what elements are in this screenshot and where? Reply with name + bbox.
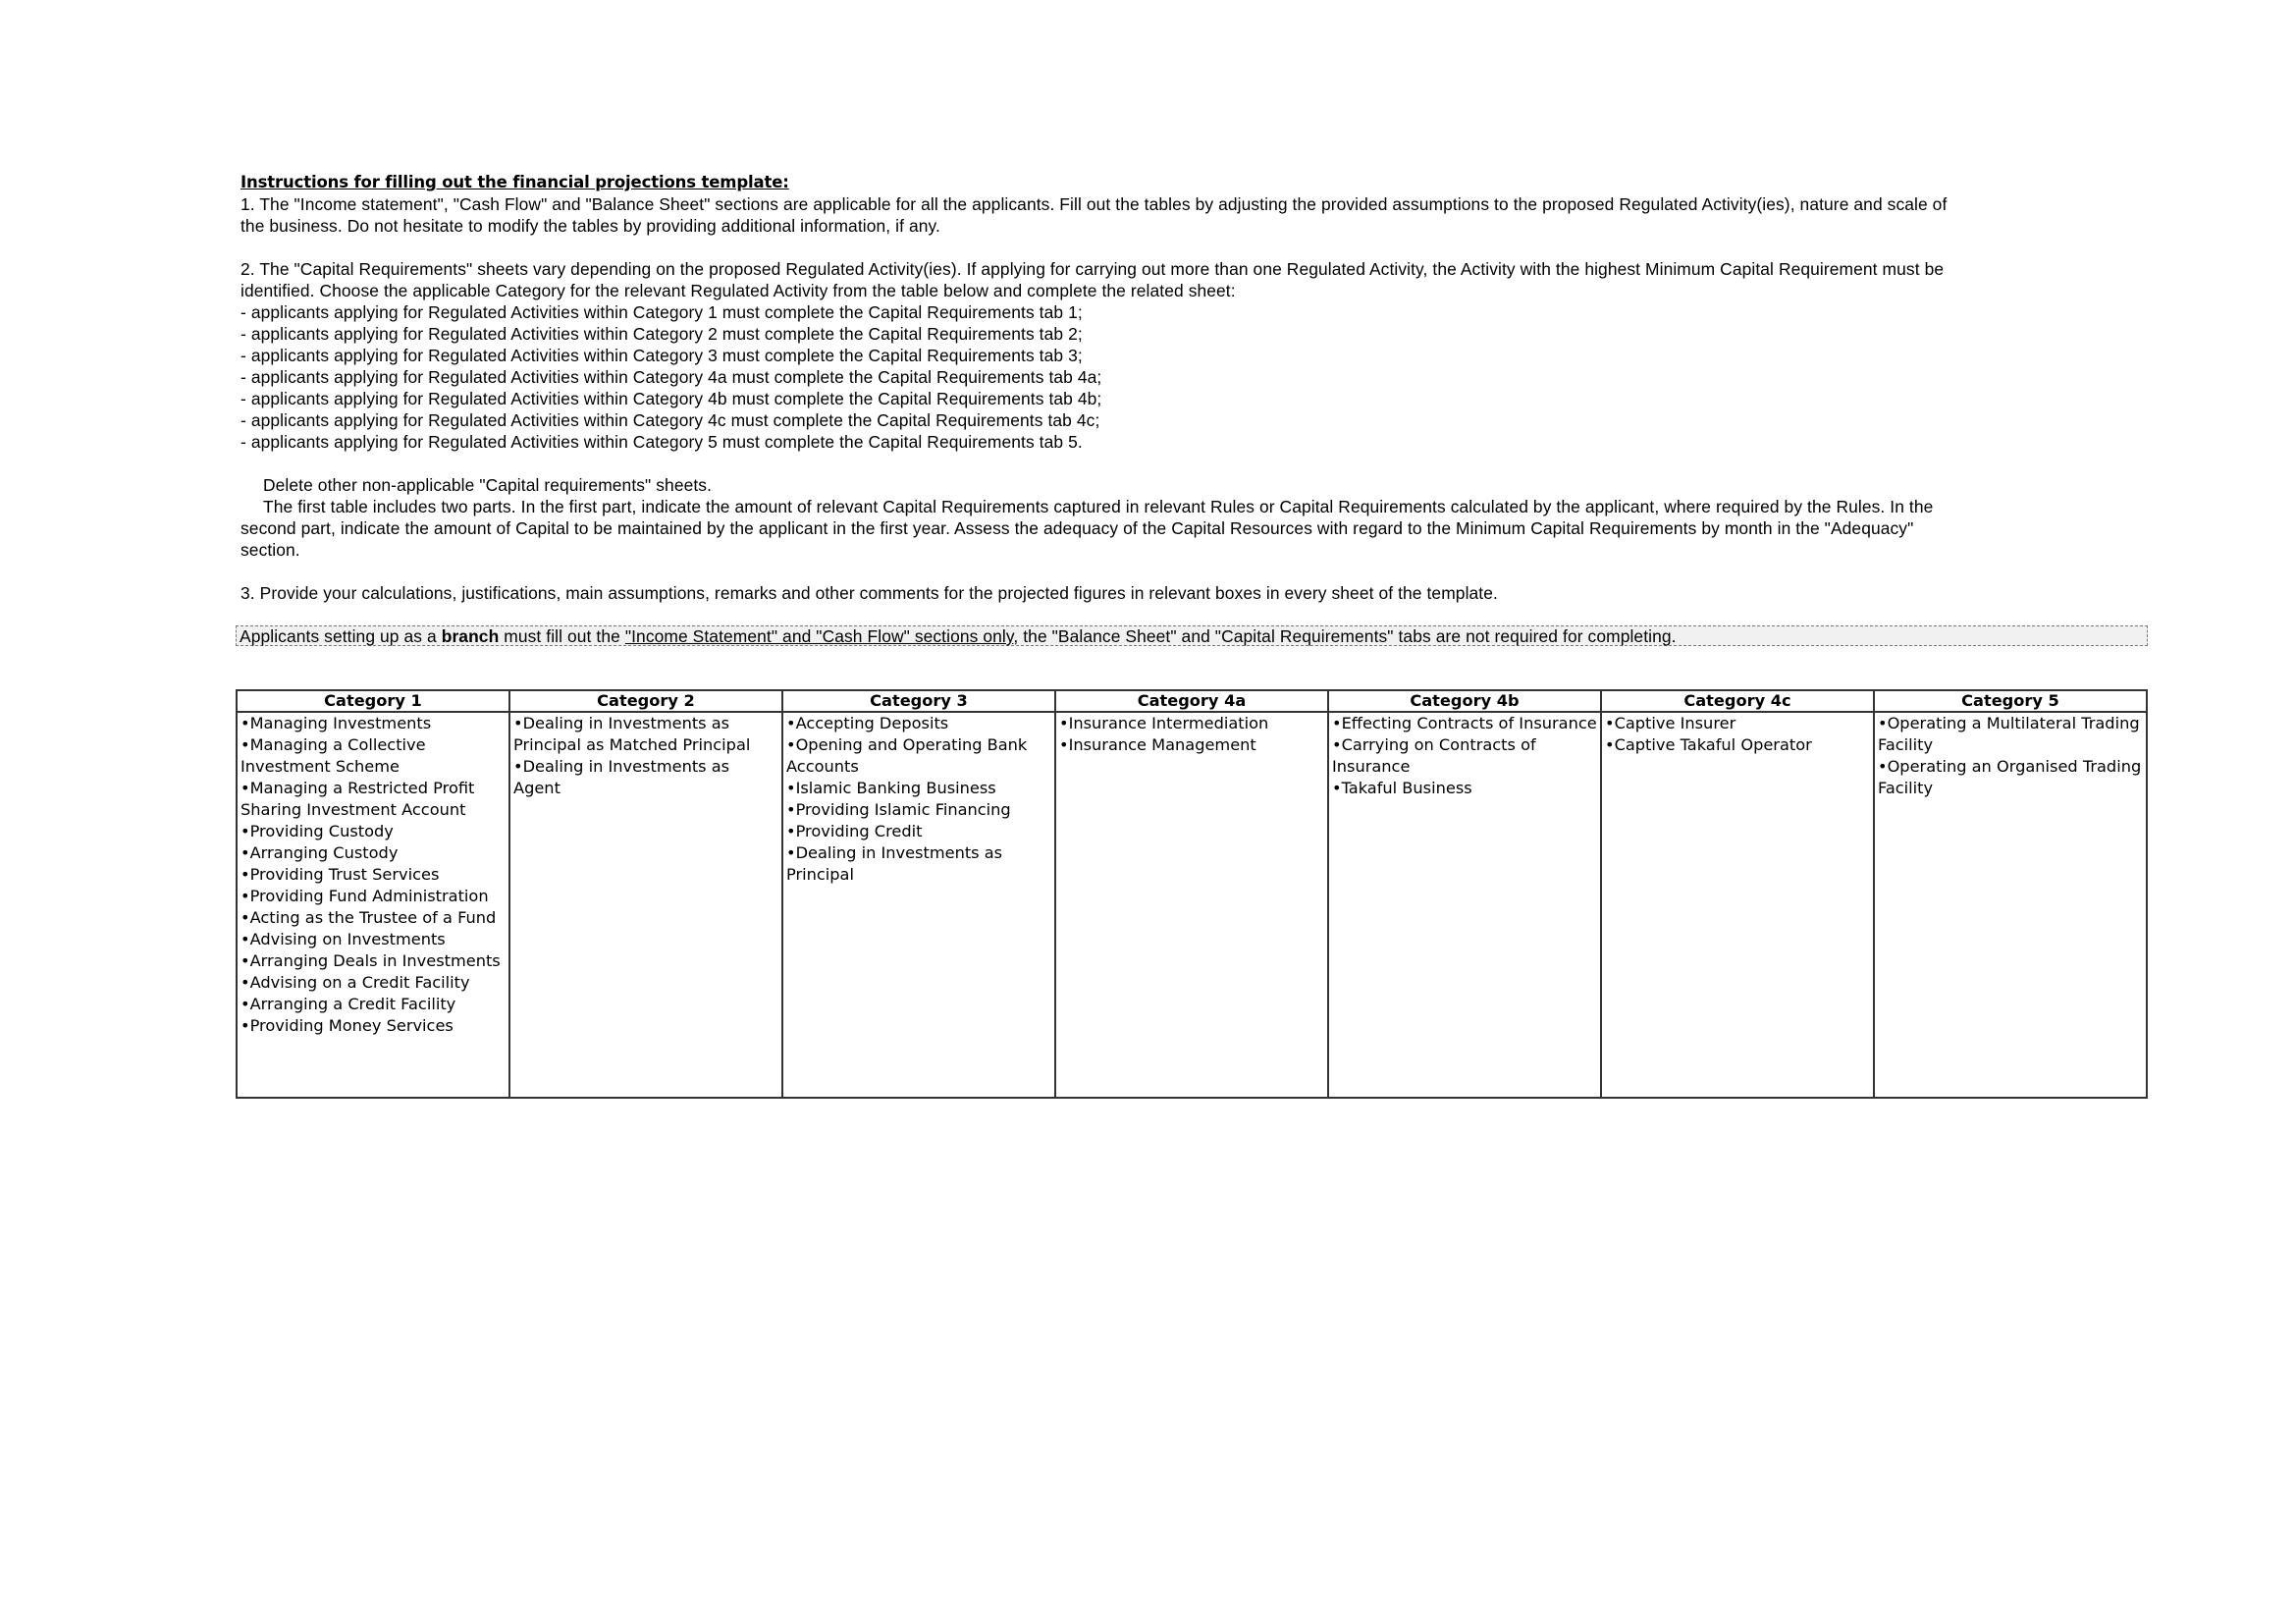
category-1-cell bbox=[237, 712, 509, 1098]
category-2-cell bbox=[509, 712, 782, 1098]
branch-notice-middle: must fill out the bbox=[499, 626, 625, 646]
branch-notice-bold: branch bbox=[441, 626, 500, 646]
instructions-title: Instructions for filling out the financial projections template: bbox=[240, 173, 789, 191]
branch-notice-prefix: Applicants setting up as a bbox=[240, 626, 442, 646]
section2-bullet-cat5: - applicants applying for Regulated Activities within Category 5 must complete the Capital Requirements tab 5. bbox=[240, 432, 1083, 452]
category-4c-cell bbox=[1601, 712, 1874, 1098]
header-category-4a: Category 4a bbox=[1055, 690, 1328, 712]
header-category-4c: Category 4c bbox=[1601, 690, 1874, 712]
list-item: • Effecting Contracts of Insurance bbox=[1332, 713, 1598, 734]
list-item: • Dealing in Investments as Principal as Matched Principal bbox=[513, 713, 779, 756]
header-category-4b: Category 4b bbox=[1328, 690, 1601, 712]
section2-line-2: identified. Choose the applicable Category for the relevant Regulated Activity from the table below and complete the related sheet: bbox=[240, 281, 1236, 300]
section3-text: 3. Provide your calculations, justifications, main assumptions, remarks and other comments for the projected figures in relevant boxes in every sheet of the template. bbox=[240, 583, 1498, 603]
header-category-2: Category 2 bbox=[509, 690, 782, 712]
list-item: • Managing Investments bbox=[240, 713, 507, 734]
branch-notice-suffix: , the "Balance Sheet" and "Capital Requirements" tabs are not required for completing. bbox=[1013, 626, 1677, 646]
branch-notice bbox=[236, 625, 2148, 646]
list-item: • Takaful Business bbox=[1332, 778, 1598, 799]
list-item: • Islamic Banking Business bbox=[786, 778, 1052, 799]
list-item: • Dealing in Investments as Principal bbox=[786, 842, 1052, 886]
spacer bbox=[240, 237, 2155, 258]
first-table-line-2: second part, indicate the amount of Capital to be maintained by the applicant in the first year. Assess the adequacy of the Capital Resources with regard to the Minimum Capital Requirements by month in the "Adequacy" bbox=[240, 518, 1914, 538]
list-item: • Opening and Operating Bank Accounts bbox=[786, 734, 1052, 778]
list-item: • Managing a Collective Investment Scheme bbox=[240, 734, 507, 778]
section1-line-2: the business. Do not hesitate to modify the tables by providing additional information, if any. bbox=[240, 216, 940, 236]
header-category-3: Category 3 bbox=[782, 690, 1055, 712]
category-4b-cell bbox=[1328, 712, 1601, 1098]
list-item: • Insurance Management bbox=[1059, 734, 1325, 756]
first-table-line-1: The first table includes two parts. In the first part, indicate the amount of relevant Capital Requirements captured in relevant Rules or Capital Requirements calculated by the applicant, where required by the Rules. In the bbox=[263, 497, 1934, 516]
list-item: • Providing Islamic Financing bbox=[786, 799, 1052, 821]
section2-bullet-cat1: - applicants applying for Regulated Activities within Category 1 must complete the Capital Requirements tab 1; bbox=[240, 302, 1083, 322]
spacer bbox=[240, 561, 2155, 582]
section2-bullet-cat4c: - applicants applying for Regulated Activities within Category 4c must complete the Capital Requirements tab 4c; bbox=[240, 410, 1100, 430]
list-item: • Managing a Restricted Profit Sharing Investment Account bbox=[240, 778, 507, 821]
list-item: • Arranging Custody bbox=[240, 842, 507, 864]
first-table-line-3: section. bbox=[240, 540, 300, 560]
list-item: • Acting as the Trustee of a Fund bbox=[240, 907, 507, 929]
section2-bullet-cat2: - applicants applying for Regulated Activities within Category 2 must complete the Capital Requirements tab 2; bbox=[240, 324, 1083, 344]
list-item: • Insurance Intermediation bbox=[1059, 713, 1325, 734]
header-category-5: Category 5 bbox=[1874, 690, 2147, 712]
list-item: • Operating a Multilateral Trading Facility bbox=[1878, 713, 2144, 756]
category-body-row bbox=[237, 712, 2147, 1098]
branch-notice-underlined: "Income Statement" and "Cash Flow" sections only bbox=[624, 626, 1014, 646]
section2-bullet-cat4a: - applicants applying for Regulated Activities within Category 4a must complete the Capital Requirements tab 4a; bbox=[240, 367, 1102, 387]
category-5-cell bbox=[1874, 712, 2147, 1098]
spacer bbox=[240, 453, 2155, 474]
list-item: • Carrying on Contracts of Insurance bbox=[1332, 734, 1598, 778]
section1-line-1: 1. The "Income statement", "Cash Flow" and "Balance Sheet" sections are applicable for all the applicants. Fill out the tables by adjusting the provided assumptions to the proposed Regulated Activity(ies), nature and scale of bbox=[240, 194, 1948, 214]
list-item: • Providing Fund Administration bbox=[240, 886, 507, 907]
category-4a-cell bbox=[1055, 712, 1328, 1098]
instructions-block bbox=[240, 172, 2155, 604]
list-item: • Providing Custody bbox=[240, 821, 507, 842]
section2-line-1: 2. The "Capital Requirements" sheets vary depending on the proposed Regulated Activity(ies). If applying for carrying out more than one Regulated Activity, the Activity with the highest Minimum Capital Requirement must be bbox=[240, 259, 1945, 279]
section2-bullet-cat3: - applicants applying for Regulated Activities within Category 3 must complete the Capital Requirements tab 3; bbox=[240, 346, 1083, 365]
list-item: • Operating an Organised Trading Facility bbox=[1878, 756, 2144, 799]
list-item: • Providing Credit bbox=[786, 821, 1052, 842]
category-3-cell bbox=[782, 712, 1055, 1098]
list-item: • Providing Money Services bbox=[240, 1015, 507, 1037]
list-item: • Captive Insurer bbox=[1605, 713, 1871, 734]
list-item: • Captive Takaful Operator bbox=[1605, 734, 1871, 756]
list-item: • Dealing in Investments as Agent bbox=[513, 756, 779, 799]
category-table bbox=[236, 689, 2148, 1099]
header-category-1: Category 1 bbox=[237, 690, 509, 712]
category-header-row bbox=[237, 690, 2147, 712]
list-item: • Arranging Deals in Investments bbox=[240, 950, 507, 972]
list-item: • Arranging a Credit Facility bbox=[240, 994, 507, 1015]
list-item: • Providing Trust Services bbox=[240, 864, 507, 886]
list-item: • Advising on a Credit Facility bbox=[240, 972, 507, 994]
list-item: • Advising on Investments bbox=[240, 929, 507, 950]
delete-note: Delete other non-applicable "Capital requirements" sheets. bbox=[263, 475, 713, 495]
section2-bullet-cat4b: - applicants applying for Regulated Activities within Category 4b must complete the Capital Requirements tab 4b; bbox=[240, 389, 1102, 408]
list-item: • Accepting Deposits bbox=[786, 713, 1052, 734]
